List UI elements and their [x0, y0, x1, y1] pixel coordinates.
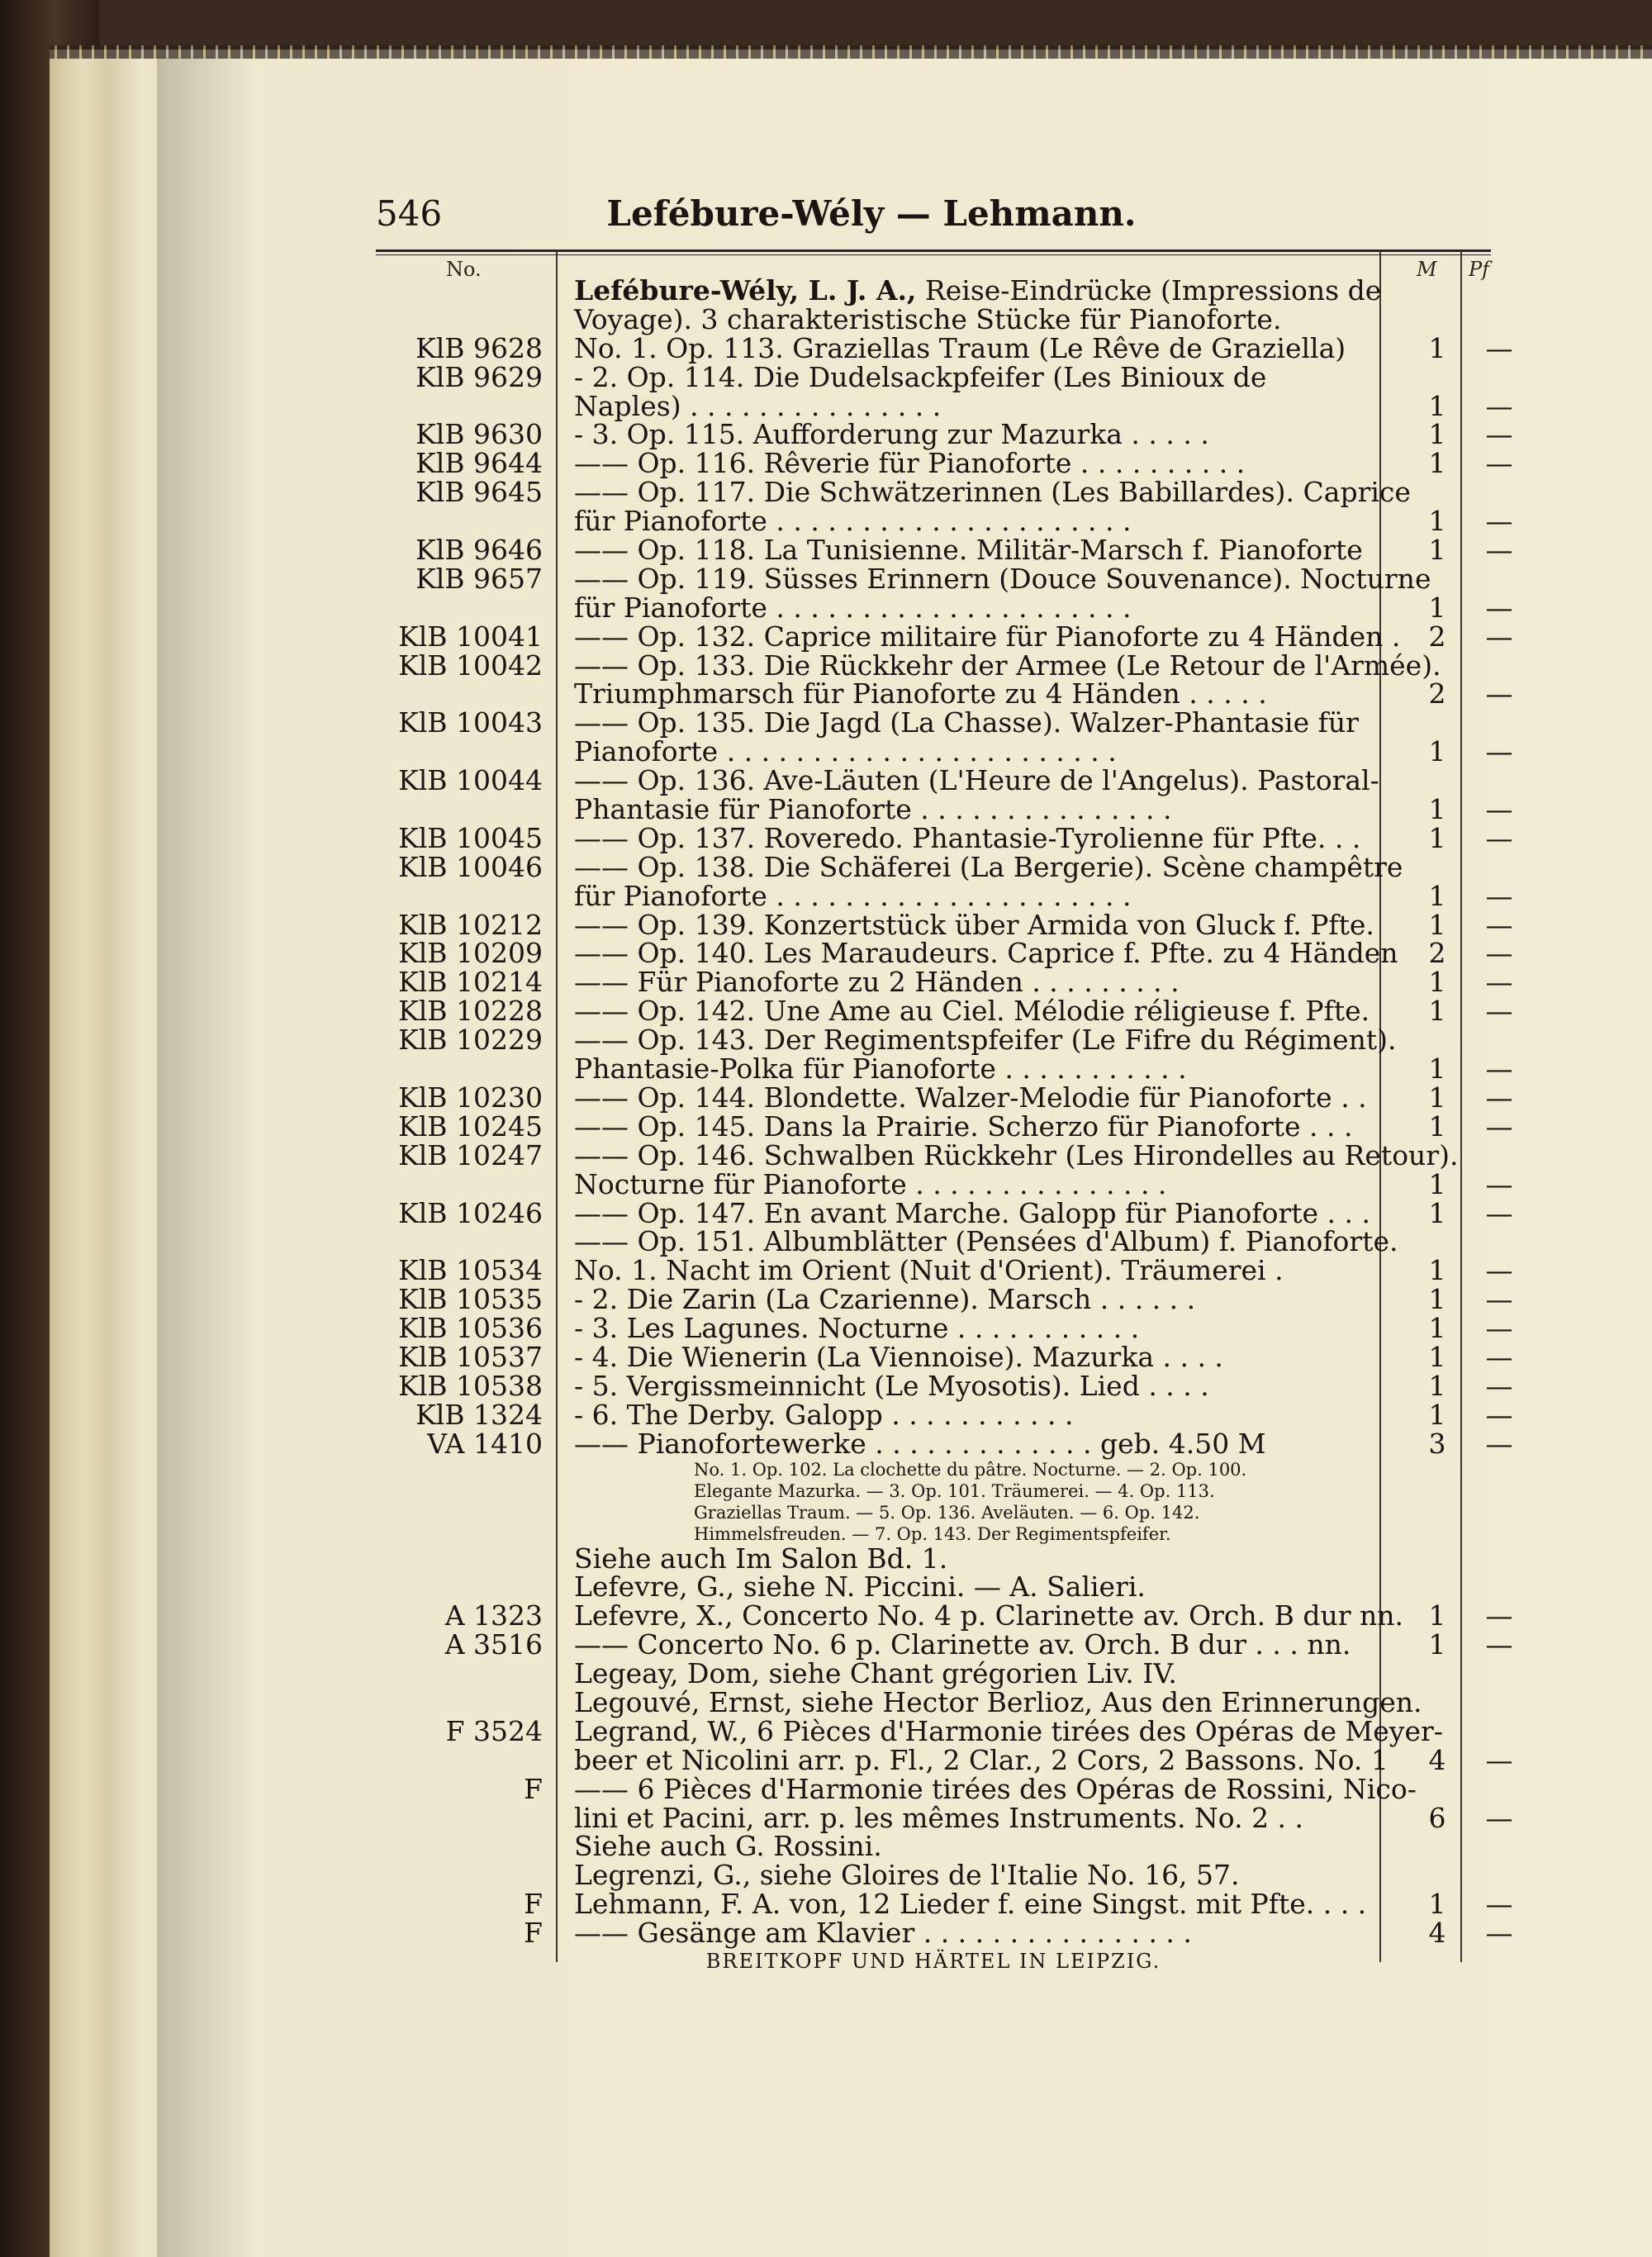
- price-mark: 1: [1428, 1340, 1446, 1373]
- entry-text: —— Op. 136. Ave-Läuten (L'Heure de l'Angelus). Pastoral-: [574, 764, 1379, 797]
- catalog-number: KlB 10535: [398, 1283, 543, 1316]
- catalog-number: A 3516: [444, 1628, 543, 1661]
- entry-text: —— Pianofortewerke . . . . . . . . . . . . . geb. 4.50 M: [574, 1427, 1266, 1460]
- page-header: [376, 193, 1367, 243]
- catalog-row: [376, 1138, 1491, 1171]
- entry-text: —— Op. 139. Konzertstück über Armida von Gluck f. Pfte.: [574, 908, 1374, 941]
- catalog-row: [376, 1081, 1513, 1114]
- price-mark: 1: [1428, 1196, 1446, 1229]
- running-head: Lefébure-Wély — Lehmann.: [606, 193, 1137, 234]
- catalog-row: [376, 534, 1513, 567]
- catalog-row: [376, 331, 1513, 364]
- price-mark: 1: [1428, 1109, 1446, 1143]
- entry-text: —— Concerto No. 6 p. Clarinette av. Orch. B dur . . . nn.: [574, 1628, 1351, 1661]
- catalog-number: KlB 10042: [398, 649, 543, 682]
- entry-text: beer et Nicolini arr. p. Fl., 2 Clar., 2 Cors, 2 Bassons. No. 1: [574, 1743, 1389, 1776]
- price-mark: 1: [1428, 534, 1446, 567]
- catalog-row: [376, 1196, 1513, 1229]
- catalog-row: [376, 1398, 1513, 1431]
- catalog-number: KlB 9630: [415, 418, 543, 451]
- catalog-row: [376, 1714, 1491, 1747]
- price-mark: 1: [1428, 1052, 1446, 1086]
- price-pf: —: [1485, 1081, 1513, 1114]
- entry-text: Naples) . . . . . . . . . . . . . . .: [574, 389, 942, 422]
- catalog-row: [376, 1312, 1513, 1345]
- catalog-row: [376, 735, 1513, 768]
- price-pf: —: [1485, 995, 1513, 1028]
- price-pf: —: [1485, 1369, 1513, 1402]
- entry-text: Siehe auch Im Salon Bd. 1.: [574, 1542, 948, 1575]
- catalog-row: [376, 1599, 1513, 1632]
- price-mark: 1: [1428, 1369, 1446, 1402]
- price-pf: —: [1485, 937, 1513, 970]
- price-pf: —: [1485, 1340, 1513, 1373]
- catalog-number: A 1323: [444, 1599, 543, 1632]
- price-mark: 1: [1428, 1599, 1446, 1632]
- entry-text: —— Op. 151. Albumblätter (Pensées d'Album) f. Pianoforte.: [574, 1225, 1398, 1258]
- page-fold-shadow: [157, 58, 256, 2257]
- price-mark: 1: [1428, 591, 1446, 624]
- price-pf: —: [1485, 1283, 1513, 1316]
- entry-text: —— Op. 142. Une Ame au Ciel. Mélodie réligieuse f. Pfte.: [574, 995, 1370, 1028]
- catalog-row: [376, 1026, 1491, 1055]
- catalog-number: KlB 10043: [398, 706, 543, 739]
- price-mark: 1: [1428, 1888, 1446, 1921]
- price-mark: 2: [1428, 937, 1446, 970]
- price-pf: —: [1485, 1254, 1513, 1287]
- price-mark: 1: [1428, 1628, 1446, 1661]
- entry-text: —— Op. 138. Die Schäferei (La Bergerie). Scène champêtre: [574, 850, 1403, 883]
- catalog-row: [376, 562, 1491, 595]
- price-mark: 1: [1428, 966, 1446, 999]
- contents-note-text: Elegante Mazurka. — 3. Op. 101. Träumerei. — 4. Op. 113.: [694, 1480, 1215, 1501]
- entry-text: Lehmann, F. A. von, 12 Lieder f. eine Singst. mit Pfte. . . .: [574, 1888, 1367, 1921]
- catalog-row: [376, 478, 1491, 507]
- catalog-row: [376, 1340, 1513, 1373]
- price-mark: 1: [1428, 1081, 1446, 1114]
- price-mark: 1: [1428, 1167, 1446, 1200]
- entry-text: Legeay, Dom, siehe Chant grégorien Liv. IV.: [574, 1657, 1177, 1690]
- col-pf-header: Pf: [1469, 258, 1490, 281]
- price-pf: —: [1485, 1427, 1513, 1460]
- entry-text: - 5. Vergissmeinnicht (Le Myosotis). Lied . . . .: [574, 1369, 1209, 1402]
- price-pf: —: [1485, 1398, 1513, 1431]
- catalog-entries: [376, 274, 1513, 1950]
- catalog-row: [376, 447, 1513, 480]
- entry-text: Triumphmarsch für Pianoforte zu 4 Händen . . . . .: [574, 677, 1267, 710]
- entry-text: —— Op. 119. Süsses Erinnern (Douce Souvenance). Nocturne: [574, 562, 1431, 595]
- price-pf: —: [1485, 620, 1513, 653]
- price-mark: 1: [1428, 447, 1446, 480]
- entry-text: Siehe auch G. Rossini.: [574, 1830, 882, 1863]
- price-mark: 4: [1428, 1743, 1446, 1776]
- entry-text: —— Op. 137. Roveredo. Phantasie-Tyrolienne für Pfte. . .: [574, 821, 1361, 854]
- entry-text: Lefevre, X., Concerto No. 4 p. Clarinette av. Orch. B dur nn.: [574, 1599, 1404, 1632]
- catalog-row: [376, 677, 1513, 710]
- price-mark: 1: [1428, 995, 1446, 1028]
- catalog-number: KlB 9646: [415, 534, 543, 567]
- contents-note-text: Himmelsfreuden. — 7. Op. 143. Der Regimentspfeifer.: [694, 1523, 1171, 1544]
- catalog-number: F: [524, 1772, 543, 1805]
- catalog-number: KlB 10245: [398, 1109, 543, 1143]
- entry-text: No. 1. Op. 113. Graziellas Traum (Le Rêve de Graziella): [574, 331, 1346, 364]
- price-mark: 1: [1428, 1254, 1446, 1287]
- entry-text: - 2. Die Zarin (La Czarienne). Marsch . . . . . .: [574, 1283, 1196, 1316]
- entry-text: - 3. Les Lagunes. Nocturne . . . . . . . . . . .: [574, 1312, 1140, 1345]
- entry-text: —— Op. 140. Les Maraudeurs. Caprice f. Pfte. zu 4 Händen: [574, 937, 1398, 970]
- price-pf: —: [1485, 1801, 1513, 1834]
- catalog-row: [376, 418, 1513, 451]
- price-mark: 1: [1428, 1398, 1446, 1431]
- entry-text: Legrand, W., 6 Pièces d'Harmonie tirées des Opéras de Meyer-: [574, 1714, 1443, 1747]
- price-mark: 1: [1428, 735, 1446, 768]
- price-pf: —: [1485, 677, 1513, 710]
- price-pf: —: [1485, 1109, 1513, 1143]
- entry-text: lini et Pacini, arr. p. les mêmes Instruments. No. 2 . .: [574, 1801, 1304, 1834]
- entry-text: - 6. The Derby. Galopp . . . . . . . . . . .: [574, 1398, 1074, 1431]
- catalog-row: [376, 1427, 1513, 1460]
- col-no-header: No.: [446, 258, 482, 281]
- price-pf: —: [1485, 1052, 1513, 1086]
- composer-name: Lefébure-Wély, L. J. A.,: [574, 274, 917, 306]
- catalog-number: KlB 10229: [398, 1024, 543, 1057]
- price-mark: 2: [1428, 677, 1446, 710]
- catalog-row: [376, 1369, 1513, 1402]
- price-mark: 1: [1428, 505, 1446, 538]
- entry-text: —— Op. 144. Blondette. Walzer-Melodie für Pianoforte . .: [574, 1081, 1367, 1114]
- price-mark: 1: [1428, 389, 1446, 422]
- catalog-row: [376, 1167, 1513, 1200]
- catalog-row: [376, 591, 1513, 624]
- contents-note: [376, 1502, 1491, 1523]
- entry-text: Pianoforte . . . . . . . . . . . . . . . . . . . . . . .: [574, 735, 1117, 768]
- catalog-number: KlB 10228: [398, 995, 543, 1028]
- catalog-row: [376, 1801, 1513, 1834]
- price-mark: 1: [1428, 1283, 1446, 1316]
- price-mark: 6: [1428, 1801, 1446, 1834]
- entry-text: Lefevre, G., siehe N. Piccini. — A. Salieri.: [574, 1570, 1146, 1604]
- catalog-row: [376, 1743, 1513, 1776]
- entry-text: - 2. Op. 114. Die Dudelsackpfeifer (Les Binioux de: [574, 360, 1267, 393]
- price-pf: —: [1485, 879, 1513, 912]
- entry-text: Phantasie für Pianoforte . . . . . . . . . . . . . . .: [574, 793, 1172, 826]
- contents-note: [376, 1523, 1491, 1545]
- catalog-row: [376, 1685, 1491, 1718]
- entry-text: für Pianoforte . . . . . . . . . . . . . . . . . . . . .: [574, 879, 1132, 912]
- price-pf: —: [1485, 1167, 1513, 1200]
- entry-text: —— Op. 145. Dans la Prairie. Scherzo für Pianoforte . . .: [574, 1109, 1353, 1143]
- catalog-number: KlB 10212: [398, 908, 543, 941]
- entry-text: Nocturne für Pianoforte . . . . . . . . . . . . . . .: [574, 1167, 1167, 1200]
- price-pf: —: [1485, 505, 1513, 538]
- price-pf: —: [1485, 447, 1513, 480]
- price-pf: —: [1485, 418, 1513, 451]
- catalog-row: [376, 995, 1513, 1028]
- price-pf: —: [1485, 331, 1513, 364]
- entry-text: Voyage). 3 charakteristische Stücke für Pianoforte.: [574, 302, 1282, 335]
- contents-note-text: Graziellas Traum. — 5. Op. 136. Aveläuten. — 6. Op. 142.: [694, 1502, 1200, 1523]
- entry-text: —— Op. 146. Schwalben Rückkehr (Les Hirondelles au Retour).: [574, 1138, 1459, 1171]
- entry-text: —— Op. 117. Die Schwätzerinnen (Les Babillardes). Caprice: [574, 476, 1411, 509]
- catalog-number: KlB 10230: [398, 1081, 543, 1114]
- catalog-number: KlB 10046: [398, 850, 543, 883]
- price-pf: —: [1485, 1628, 1513, 1661]
- price-pf: —: [1485, 966, 1513, 999]
- entry-text: - 4. Die Wienerin (La Viennoise). Mazurka . . . .: [574, 1340, 1223, 1373]
- catalog-number: KlB 9628: [415, 331, 543, 364]
- price-pf: —: [1485, 1743, 1513, 1776]
- catalog-number: KlB 10247: [398, 1138, 543, 1171]
- price-pf: —: [1485, 1917, 1513, 1950]
- catalog-row: [376, 793, 1513, 826]
- entry-text: [574, 274, 1652, 306]
- catalog-row: [376, 966, 1513, 999]
- entry-text: —— Op. 133. Die Rückkehr der Armee (Le Retour de l'Armée).: [574, 649, 1441, 682]
- catalog-row: [376, 1542, 1491, 1575]
- price-pf: —: [1485, 793, 1513, 826]
- contents-note: [376, 1459, 1491, 1480]
- catalog-number: KlB 1324: [415, 1398, 543, 1431]
- catalog-row: [376, 1052, 1513, 1086]
- catalog-number: VA 1410: [427, 1427, 543, 1460]
- catalog-row: [376, 1657, 1491, 1690]
- price-pf: —: [1485, 591, 1513, 624]
- price-pf: —: [1485, 821, 1513, 854]
- catalog-row: [376, 389, 1513, 422]
- price-pf: —: [1485, 1599, 1513, 1632]
- catalog-row: [376, 821, 1513, 854]
- catalog-row: [376, 302, 1491, 335]
- catalog-number: KlB 10536: [398, 1312, 543, 1345]
- entry-text: für Pianoforte . . . . . . . . . . . . . . . . . . . . .: [574, 591, 1132, 624]
- col-mark-header: M: [1417, 258, 1437, 281]
- catalog-number: KlB 10537: [398, 1340, 543, 1373]
- page-edge: [50, 45, 1652, 59]
- catalog-number: KlB 10209: [398, 937, 543, 970]
- price-mark: 3: [1428, 1427, 1446, 1460]
- catalog-row: [376, 908, 1513, 941]
- catalog-row: [376, 505, 1513, 538]
- entry-text: —— Op. 147. En avant Marche. Galopp für Pianoforte . . .: [574, 1196, 1370, 1229]
- price-mark: 1: [1428, 821, 1446, 854]
- catalog-row: [376, 620, 1513, 653]
- catalog-row: [376, 1628, 1513, 1661]
- entry-text: —— Für Pianoforte zu 2 Händen . . . . . . . . .: [574, 966, 1180, 999]
- catalog-number: KlB 10041: [398, 620, 543, 653]
- price-pf: —: [1485, 1312, 1513, 1345]
- catalog-number: KlB 9645: [415, 476, 543, 509]
- entry-text: Legouvé, Ernst, siehe Hector Berlioz, Aus den Erinnerungen.: [574, 1685, 1422, 1718]
- price-pf: —: [1485, 1196, 1513, 1229]
- entry-title: Reise-Eindrücke (Impressions de: [916, 274, 1382, 306]
- price-mark: 1: [1428, 793, 1446, 826]
- catalog-number: KlB 10534: [398, 1254, 543, 1287]
- price-mark: 2: [1428, 620, 1446, 653]
- entry-text: —— 6 Pièces d'Harmonie tirées des Opéras de Rossini, Nico-: [574, 1772, 1417, 1805]
- catalog-number: KlB 9644: [415, 447, 543, 480]
- entry-text: —— Op. 143. Der Regimentspfeifer (Le Fifre du Régiment).: [574, 1024, 1397, 1057]
- catalog-row: [376, 1254, 1513, 1287]
- catalog-row: [376, 1109, 1513, 1143]
- entry-text: - 3. Op. 115. Aufforderung zur Mazurka . . . . .: [574, 418, 1209, 451]
- entry-text: —— Op. 132. Caprice militaire für Pianoforte zu 4 Händen .: [574, 620, 1401, 653]
- catalog-number: KlB 10044: [398, 764, 543, 797]
- publisher-footer: BREITKOPF UND HÄRTEL IN LEIPZIG.: [705, 1950, 1161, 1973]
- catalog-row: [376, 706, 1491, 739]
- price-pf: —: [1485, 1888, 1513, 1921]
- contents-note: [376, 1480, 1491, 1502]
- catalog-number: F 3524: [445, 1714, 543, 1747]
- catalog-number: F: [524, 1917, 543, 1950]
- price-mark: 1: [1428, 418, 1446, 451]
- catalog-row: [376, 1861, 1491, 1890]
- price-mark: 1: [1428, 331, 1446, 364]
- price-pf: —: [1485, 908, 1513, 941]
- catalog-row: [376, 879, 1513, 912]
- price-mark: 1: [1428, 879, 1446, 912]
- catalog-number: KlB 10246: [398, 1196, 543, 1229]
- entry-text: —— Op. 118. La Tunisienne. Militär-Marsch f. Pianoforte: [574, 534, 1363, 567]
- catalog-row: [376, 764, 1491, 797]
- entry-text: —— Op. 116. Rêverie für Pianoforte . . . . . . . . . .: [574, 447, 1246, 480]
- header-rule: [376, 249, 1491, 252]
- catalog-number: KlB 9657: [415, 562, 543, 595]
- price-pf: —: [1485, 534, 1513, 567]
- page-number: 546: [376, 193, 443, 234]
- header-rule-thin: [376, 254, 1491, 255]
- entry-text: —— Gesänge am Klavier . . . . . . . . . . . . . . . .: [574, 1917, 1192, 1950]
- contents-note-text: No. 1. Op. 102. La clochette du pâtre. Nocturne. — 2. Op. 100.: [694, 1459, 1247, 1480]
- entry-text: Legrenzi, G., siehe Gloires de l'Italie No. 16, 57.: [574, 1859, 1240, 1892]
- price-mark: 4: [1428, 1917, 1446, 1950]
- catalog-row: [376, 937, 1513, 970]
- entry-text: No. 1. Nacht im Orient (Nuit d'Orient). Träumerei .: [574, 1254, 1284, 1287]
- price-mark: 1: [1428, 908, 1446, 941]
- catalog-number: KlB 9629: [415, 360, 543, 393]
- catalog-row: [376, 1888, 1513, 1921]
- price-pf: —: [1485, 389, 1513, 422]
- catalog-row: [376, 1832, 1491, 1861]
- catalog-row: [376, 1283, 1513, 1316]
- catalog-row: [376, 360, 1491, 393]
- catalog-number: F: [524, 1888, 543, 1921]
- entry-text: für Pianoforte . . . . . . . . . . . . . . . . . . . . .: [574, 505, 1132, 538]
- catalog-row: [376, 1570, 1491, 1604]
- catalog-row: [376, 649, 1491, 682]
- entry-text: —— Op. 135. Die Jagd (La Chasse). Walzer-Phantasie für: [574, 706, 1359, 739]
- catalog-row: [376, 1917, 1513, 1950]
- price-pf: —: [1485, 735, 1513, 768]
- catalog-row: [376, 1772, 1491, 1805]
- catalog-number: KlB 10538: [398, 1369, 543, 1402]
- entry-text: Phantasie-Polka für Pianoforte . . . . . . . . . . .: [574, 1052, 1187, 1086]
- price-mark: 1: [1428, 1312, 1446, 1345]
- catalog-row: [376, 1225, 1491, 1258]
- catalog-number: KlB 10045: [398, 821, 543, 854]
- catalog-row: [376, 850, 1491, 883]
- catalog-number: KlB 10214: [398, 966, 543, 999]
- catalog-row: [376, 274, 1491, 306]
